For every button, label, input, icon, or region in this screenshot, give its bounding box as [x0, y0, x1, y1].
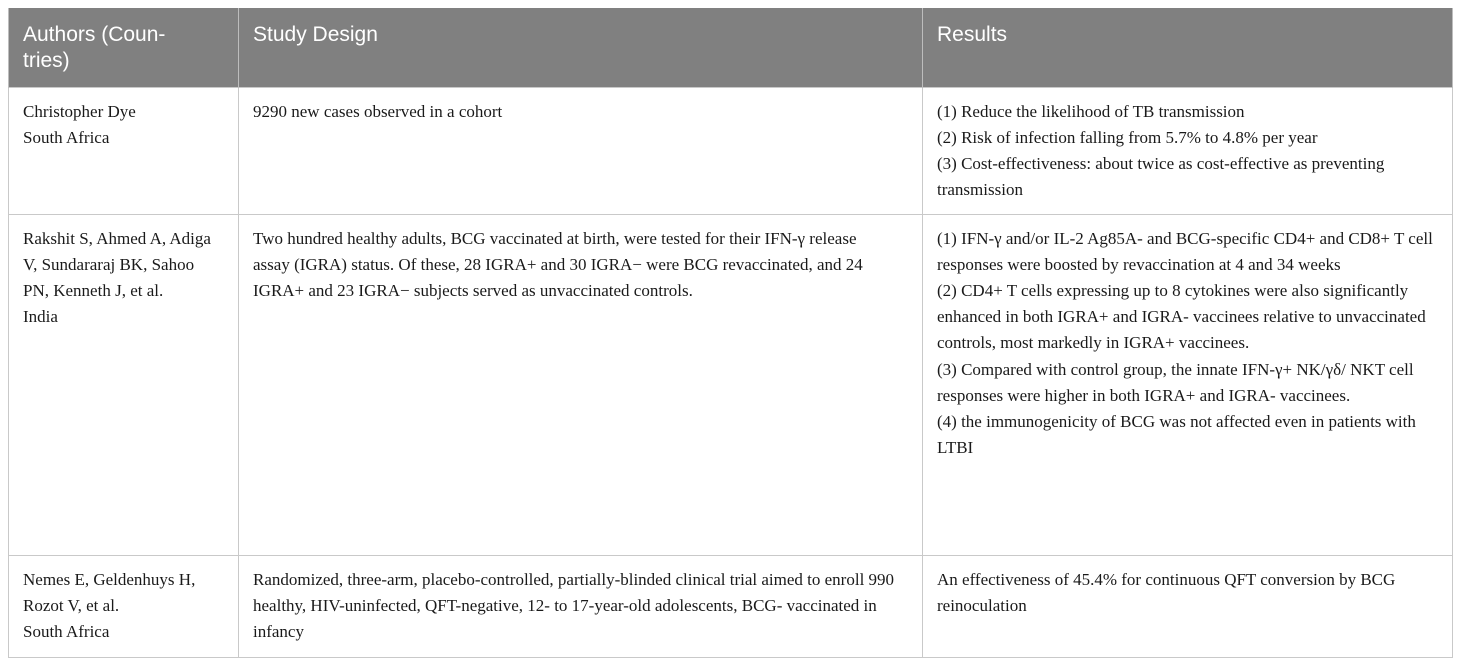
authors-names: Nemes E, Geldenhuys H, Rozot V, et al.	[23, 569, 196, 615]
study-design-cell	[239, 555, 923, 657]
header-results-label: Results	[937, 23, 1008, 46]
study-design-cell	[239, 87, 923, 214]
study-design-text: Randomized, three-arm, placebo-controlled, partially-blinded clinical trial aimed to enroll 990 healthy, HIV-uninfected, QFT-negative, 12- to 17-year-old adolescents, BCG- vaccinated in infancy	[253, 569, 895, 641]
result-item: (1) IFN-γ and/or IL-2 Ag85A- and BCG-specific CD4+ and CD8+ T cell responses were boosted by revaccination at 4 and 34 weeks	[937, 228, 1433, 274]
authors-country: India	[23, 307, 58, 327]
table-row	[9, 87, 1453, 214]
study-table	[8, 8, 1453, 658]
header-row	[9, 8, 1453, 87]
table-body	[9, 87, 1453, 657]
table-row	[9, 214, 1453, 555]
result-item: (2) CD4+ T cells expressing up to 8 cytokines were also significantly enhanced in both IGRA+ and IGRA- vaccinees relative to unvaccinated controls, most markedly in IGRA+ vaccinees.	[937, 280, 1426, 353]
authors-names: Christopher Dye	[23, 101, 136, 121]
result-item: (1) Reduce the likelihood of TB transmission	[937, 101, 1245, 121]
authors-cell	[9, 214, 239, 555]
study-design-text: 9290 new cases observed in a cohort	[253, 101, 503, 121]
result-item: (2) Risk of infection falling from 5.7% to 4.8% per year	[937, 127, 1318, 147]
result-item: An effectiveness of 45.4% for continuous QFT conversion by BCG reinoculation	[937, 569, 1396, 615]
results-cell	[923, 555, 1453, 657]
results-cell	[923, 214, 1453, 555]
results-cell	[923, 87, 1453, 214]
result-item: (4) the immunogenicity of BCG was not affected even in patients with LTBI	[937, 411, 1416, 458]
result-item: (3) Compared with control group, the innate IFN-γ+ NK/γδ/ NKT cell responses were higher in both IGRA+ and IGRA- vaccinees.	[937, 359, 1414, 405]
study-design-text: Two hundred healthy adults, BCG vaccinated at birth, were tested for their IFN-γ release assay (IGRA) status. Of these, 28 IGRA+ and 30 IGRA− were BCG revaccinated, and 24 IGRA+ and 23 IGRA− subjects served as unvaccinated controls.	[253, 228, 863, 300]
table-row	[9, 555, 1453, 657]
header-authors	[9, 8, 239, 87]
result-item: (3) Cost-effectiveness: about twice as cost-effective as preventing transmission	[937, 153, 1385, 200]
study-design-cell	[239, 214, 923, 555]
table-header	[9, 8, 1453, 87]
authors-cell	[9, 87, 239, 214]
authors-names: Rakshit S, Ahmed A, Adiga V, Sundararaj BK, Sahoo PN, Kenneth J, et al.	[23, 228, 211, 300]
header-results	[923, 8, 1453, 87]
header-study-design	[239, 8, 923, 87]
authors-cell	[9, 555, 239, 657]
authors-country: South Africa	[23, 127, 110, 147]
authors-country: South Africa	[23, 621, 110, 641]
header-study-design-label: Study Design	[253, 23, 378, 46]
header-authors-label: Authors (Coun- tries)	[23, 23, 166, 72]
